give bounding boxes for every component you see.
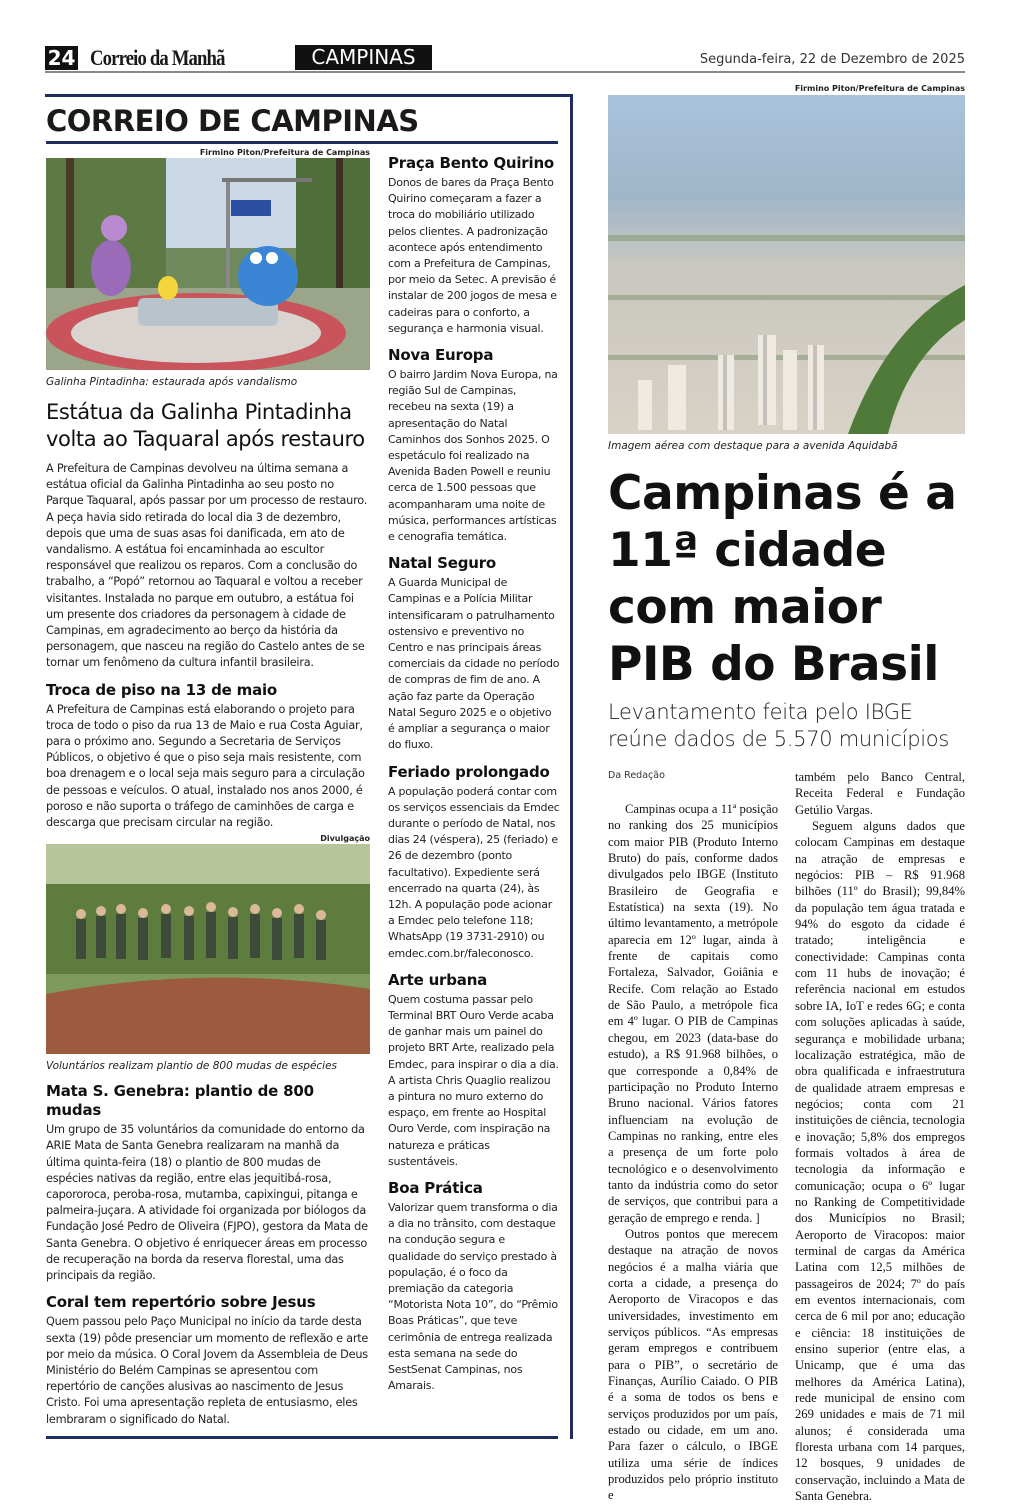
photo-galinha-statue <box>46 158 370 370</box>
piso-body: A Prefeitura de Campinas está elaborando o projeto para troca de todo o piso da rua 13 de Maio e rua Costa Aguiar, para o próximo ano. Segundo a Secretaria de Serviços Públicos, o objetivo é que o piso seja mais resistente, com boa drenagem e o local seja mais seguro para a circulação de pessoas e veículos. O atual, instalado nos anos 2000, é poroso e não suporta o tráfego de caminhões de carga e descarga que precisam circular na região. <box>46 702 365 830</box>
box-bottom-rule <box>46 1436 558 1439</box>
brief-item <box>388 154 560 337</box>
brief-body: Donos de bares da Praça Bento Quirino começaram a fazer a troca do mobiliário utilizado pelos clientes. A padronização acontece após entendimento com a Prefeitura de Campinas, por meio da Setec. A previsão é instalar de 200 jogos de mesa e cadeiras para o conforto, a segurança e harmonia visual. <box>388 176 557 335</box>
mata-body: Um grupo de 35 voluntários da comunidade do entorno da ARIE Mata de Santa Genebra realizaram na manhã da última quinta-feira (18) o plantio de 800 mudas de espécies nativas da região, entre elas jequitibá-rosa, capororoca, peroba-rosa, mutamba, capixingui, pitanga e palmeira-juçara. A atividade foi organizada por biólogos da Fundação José Pedro de Oliveira (FJPO), gestora da Mata de Santa Genebra. O objetivo é enriquecer áreas em processo de recuperação na borda da reserva florestal, uma das principais da região. <box>46 1123 368 1283</box>
article-columns <box>608 769 965 1504</box>
byline: Da Redação <box>608 770 665 781</box>
photo-credit: Firmino Piton/Prefeitura de Campinas <box>199 148 370 157</box>
mata-headline: Mata S. Genebra: plantio de 800 mudas <box>46 1082 314 1120</box>
left-column <box>46 147 370 1428</box>
brief-headline: Arte urbana <box>388 970 488 989</box>
photo-volunteers <box>46 844 370 1054</box>
brief-headline: Feriado prolongado <box>388 762 550 781</box>
photo-credit: Divulgação <box>320 834 370 844</box>
piso-headline: Troca de piso na 13 de maio <box>46 680 278 699</box>
photo-aerial-campinas <box>608 95 965 434</box>
masthead-logo: Correio da Manhã <box>90 45 225 70</box>
header-rule <box>45 71 965 73</box>
coral-headline: Coral tem repertório sobre Jesus <box>46 1293 316 1312</box>
brief-item <box>388 1179 560 1394</box>
brief-body: O bairro Jardim Nova Europa, na região Sul de Campinas, recebeu na sexta (19) a apresentação do Natal Caminhos dos Sonhos 2025. O espetáculo foi realizado na Avenida Baden Powell e reuniu cerca de 1.500 pessoas que acompanharam uma noite de música, performances artísticas e cenografia temática. <box>388 368 558 544</box>
brief-body: A Guarda Municipal de Campinas e a Polícia Militar intensificaram o patrulhamento ostensivo e preventivo no Centro e nas principais áreas comerciais da cidade no período de compras de fim de ano. A ação faz parte da Operação Natal Seguro 2025 e o objetivo é ampliar a segurança o maior do fluxo. <box>388 576 560 752</box>
article-paragraph: Outros pontos que merecem destaque na atração de novos negócios é a malha viária que corta a cidade, a presença do Aeroporto de Viracopos e das universidades, investimento em serviços públicos. “As empresas geram empregos e contribuem para o PIB”, o secretário de Finanças, Aurílio Caiado. O PIB é a soma de todos os bens e serviços produzidos por um país, estado ou cidade, em um ano. Para fazer o cálculo, o IBGE utiliza uma série de índices produzidos pelo próprio instituto e <box>608 1226 778 1503</box>
coral-body: Quem passou pelo Paço Municipal no início da tarde desta sexta (19) pôde presenciar um momento de reflexão e arte por meio da música. O Coral Jovem da Assembleia de Deus Ministério do Belém Campinas se apresentou com repertório de canções alusivas ao nascimento de Jesus Cristo. Foi uma apresentação repleta de entusiasmo, eles lembraram o significado do Natal. <box>46 1315 369 1426</box>
box-columns <box>46 147 558 1428</box>
issue-date: Segunda-feira, 22 de Dezembro de 2025 <box>699 52 965 67</box>
article-paragraph: Seguem alguns dados que colocam Campinas em destaque na atração de empresas e negócios: PIB – R$ 91.968 bilhões (11º do Brasil); 99,84% da população tem água tratada e 94% do esgoto da cidade é tratado; inteligência e conectividade: Campinas conta com 11 hubs de inovação; é referência nacional em estudos sobre IA, IoT e redes 6G; e conta com soluções aplicadas à saúde, segurança e mobilidade urbana; localização estratégica, mão de obra qualificada e infraestrutura de qualidade atraem empresas e negócios; conta com 21 instituições de ciência, tecnologia e inovação; 5,8% dos empregos formais voltados à área de tecnologia da informação e comunicação; ocupa o 6º lugar no Ranking de Competitividade dos Municípios no Brasil; Aeroporto de Viracopos: maior terminal de cargas da América Latina com 12,5 milhões de passageiros de 2024; 7º do país em eventos internacionais, com cerca de 6 mil por ano; educação e ciência: 18 instituições de ensino superior (entre elas, a Unicamp, que é uma das melhores da América Latina), rede municipal de ensino com 269 unidades e mais de 71 mil alunos; é considerada uma floresta urbana com 14 parques, 12 bosques, 9 unidades de conservação, incluindo a Mata de Santa Genebra. <box>795 819 965 1504</box>
briefs-column <box>388 145 560 1394</box>
section-title: CORREIO DE CAMPINAS <box>46 104 419 138</box>
article-text-1 <box>608 801 778 1504</box>
photo-caption: Imagem aérea com destaque para a avenida Aquidabã <box>608 440 898 452</box>
brief-item <box>388 346 560 545</box>
correio-de-campinas-box <box>45 94 573 1439</box>
photo-credit: Firmino Piton/Prefeitura de Campinas <box>794 84 965 93</box>
article-paragraph: Campinas ocupa a 11ª posição no ranking dos 25 municípios com maior PIB (Produto Interno Bruto) do país, conforme dados divulgados pelo IBGE (Instituto Brasileiro de Geografia e Estatística) na sexta (19). No último levantamento, a metrópole aparecia em 12º lugar, ainda à frente de capitais como Fortaleza, Salvador, Goiânia e Recife. Com relação ao Estado de São Paulo, a metrópole fica em 4º lugar. O PIB de Campinas chegou, em 2023 (data-base do estudo), a R$ 91.968 bilhões, o que corresponde a 0,84% de participação no Produto Interno Bruno nacional. Vários fatores influenciam na evolução de Campinas no ranking, entre eles a presença de um forte polo tecnológico e o desenvolvimento tanto da indústria como do setor de serviços, que contribui para a geração de emprego e renda. ] <box>608 802 778 1225</box>
brief-body: Valorizar quem transforma o dia a dia no trânsito, com destaque na condução segura e qualidade do serviço prestado à população, é o foco da premiação da categoria “Motorista Nota 10”, do “Prêmio Boas Práticas”, que teve cerimônia de entrega realizada esta semana na sede do SestSenat Campinas, nos Amarais. <box>388 1200 558 1393</box>
brief-headline: Praça Bento Quirino <box>388 154 555 172</box>
brief-body: Quem costuma passar pelo Terminal BRT Ouro Verde acaba de ganhar mais um painel do projeto BRT Arte, realizado pela Emdec, para inspirar o dia a dia. A artista Chris Quaglio realizou a pintura no muro externo do espaço, em frente ao Hospital Ouro Verde, com inspiração na natureza e práticas sustentáveis. <box>388 992 559 1168</box>
brief-item <box>388 971 560 1170</box>
photo-caption: Galinha Pintadinha: estaurada após vandalismo <box>46 376 298 388</box>
article-column-1 <box>608 769 778 1504</box>
page-number: 24 <box>45 46 78 70</box>
lead-body: A Prefeitura de Campinas devolveu na última semana a estátua oficial da Galinha Pintadinha ao seu posto no Parque Taquaral, após passar por um processo de restauro. A peça havia sido retirada do local dia 3 de dezembro, depois que uma de suas asas foi danificada, em ato de vandalismo. A estátua foi encaminhada ao escultor responsável que realizou os reparos. Com a conclusão do trabalho, a “Popó” retornou ao Taquaral e voltou a receber visitantes. Instalada no parque em outubro, a estátua foi um presente dos criadores da personagem à cidade de Campinas, em agradecimento ao berço da história da personagem, que nasceu na região do Castelo antes de se tornar um fenômeno da cultura infantil brasileira. <box>46 462 368 670</box>
article-paragraph: também pelo Banco Central, Receita Federal e Fundação Getúlio Vargas. <box>795 770 965 817</box>
photo-caption: Voluntários realizam plantio de 800 mudas de espécies <box>46 1060 338 1073</box>
brief-headline: Natal Seguro <box>388 554 497 573</box>
article-column-2 <box>795 769 965 1504</box>
main-subhead: Levantamento feita pelo IBGE reúne dados de 5.570 municípios <box>608 700 949 751</box>
lead-headline: Estátua da Galinha Pintadinha volta ao Taquaral após restauro <box>46 400 365 451</box>
brief-item <box>388 763 560 962</box>
brief-body: A população poderá contar com os serviços essenciais da Emdec durante o período de Natal, nos dias 24 (véspera), 25 (feriado) e 26 de dezembro (ponto facultativo). Expediente será encerrado na quarta (24), às 12h. A população pode acionar a Emdec pelo telefone 118; WhatsApp (19 3731-2910) ou emdec.com.br/faleconosco. <box>388 784 560 960</box>
main-story <box>608 83 965 1504</box>
brief-headline: Nova Europa <box>388 346 494 365</box>
title-rule <box>46 141 558 144</box>
section-label: CAMPINAS <box>295 45 432 70</box>
brief-headline: Boa Prática <box>388 1178 483 1197</box>
brief-item <box>388 554 560 753</box>
main-headline: Campinas é a 11ª cidade com maior PIB do Brasil <box>608 466 957 692</box>
